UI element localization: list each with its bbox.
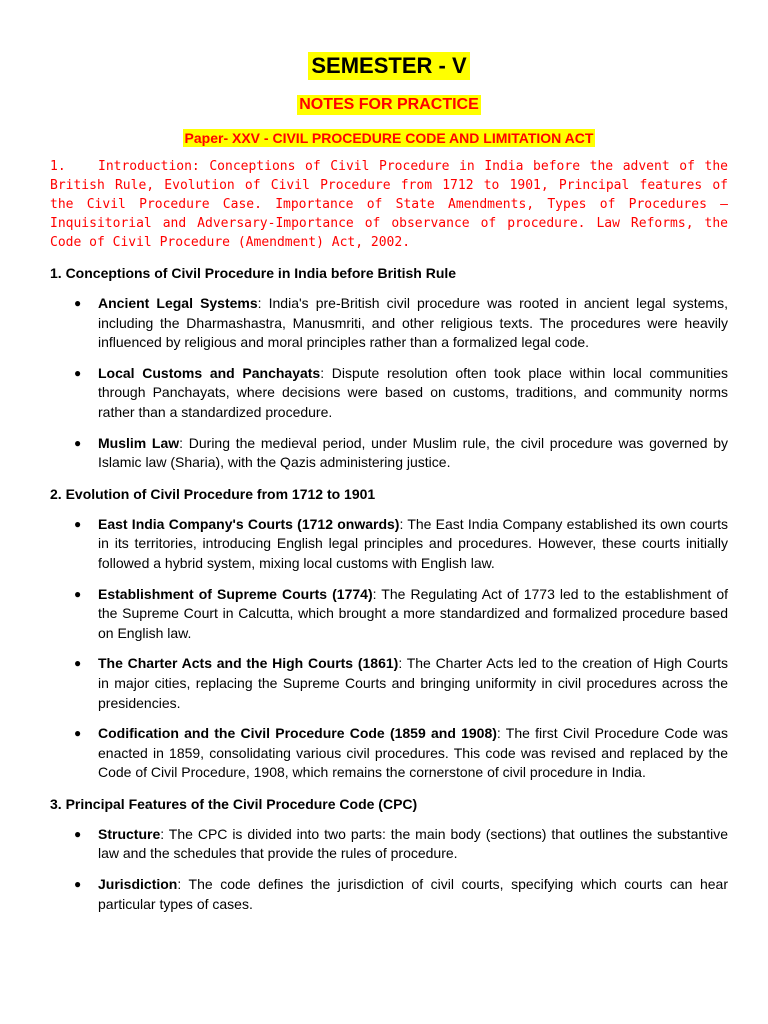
item-text: : The East India Company established its own courts in its territories, introducing English legal principles and procedures. However, these courts initially followed a hybrid system, mixing local customs with English law. <box>98 515 728 571</box>
bullet-icon: ● <box>74 656 82 671</box>
notes-subtitle: NOTES FOR PRACTICE <box>299 96 479 113</box>
bullet-list <box>50 515 728 783</box>
section-heading: 1. Conceptions of Civil Procedure in India before British Rule <box>50 265 457 281</box>
item-term: East India Company's Courts (1712 onwards) <box>98 515 400 532</box>
item-term: Structure <box>98 825 161 842</box>
item-term: Ancient Legal Systems <box>98 295 258 311</box>
list-item <box>50 434 728 473</box>
item-text: : The CPC is divided into two parts: the main body (sections) that outlines the substantive law and the schedules that provide the rules of procedure. <box>98 825 728 862</box>
item-term: Establishment of Supreme Courts (1774) <box>98 585 373 602</box>
list-item <box>50 654 728 713</box>
section-heading: 3. Principal Features of the Civil Procedure Code (CPC) <box>50 795 418 812</box>
section-heading: 2. Evolution of Civil Procedure from 1712 to 1901 <box>50 485 376 502</box>
item-term: Codification and the Civil Procedure Code (1859 and 1908) <box>98 725 497 742</box>
item-text: : The first Civil Procedure Code was enacted in 1859, consolidating various civil procedures. This code was revised and replaced by the Code of Civil Procedure, 1908, which remains the cornerstone of civil procedure in India. <box>98 725 728 781</box>
section-3 <box>50 795 728 914</box>
list-item <box>50 364 728 423</box>
bullet-icon: ● <box>74 296 82 310</box>
item-term: The Charter Acts and the High Courts (1861) <box>98 655 399 672</box>
section-1 <box>50 264 728 473</box>
paper-title: Paper- XXV - CIVIL PROCEDURE CODE AND LIMITATION ACT <box>184 130 594 146</box>
item-text: : The Regulating Act of 1773 led to the establishment of the Supreme Court in Calcutta, which brought a more standardized and formalized procedure based on English law. <box>98 585 728 641</box>
list-item <box>50 515 728 574</box>
bullet-list <box>50 294 728 473</box>
item-term: Jurisdiction <box>98 876 178 893</box>
bullet-icon: ● <box>74 826 82 841</box>
list-item <box>50 724 728 783</box>
item-text: : Dispute resolution often took place within local communities through Panchayats, where decisions were based on customs, traditions, and community norms rather than a standardized procedure. <box>98 364 728 420</box>
item-text: : During the medieval period, under Muslim rule, the civil procedure was governed by Islamic law (Sharia), with the Qazis administering justice. <box>98 434 728 471</box>
bullet-icon: ● <box>74 435 82 450</box>
document-page <box>50 52 728 914</box>
item-text: : India's pre-British civil procedure was rooted in ancient legal systems, including the Dharmashastra, Manusmriti, and other religious texts. The procedures were heavily influenced by religious and moral principles rather than a formalized legal code. <box>98 295 728 351</box>
bullet-icon: ● <box>74 516 82 531</box>
list-item <box>50 585 728 644</box>
title-block <box>50 52 728 147</box>
intro-paragraph <box>50 157 728 252</box>
semester-title: SEMESTER - V <box>308 52 469 80</box>
bullet-list <box>50 825 728 914</box>
intro-number: 1. <box>50 159 66 174</box>
item-term: Muslim Law <box>98 434 180 451</box>
item-term: Local Customs and Panchayats <box>98 364 321 381</box>
item-text: : The Charter Acts led to the creation of High Courts in major cities, replacing the Supreme Courts and bringing uniformity in civil procedures across the presidencies. <box>98 655 729 711</box>
bullet-icon: ● <box>74 365 82 380</box>
section-2 <box>50 485 728 783</box>
list-item <box>50 294 728 353</box>
list-item <box>50 825 728 864</box>
bullet-icon: ● <box>74 877 82 892</box>
list-item <box>50 875 728 914</box>
bullet-icon: ● <box>74 586 82 601</box>
intro-text: Introduction: Conceptions of Civil Procedure in India before the advent of the British Rule, Evolution of Civil Procedure from 1712 to 1901, Principal features of the Civil Procedure Case. Importance of State Amendments, Types of Procedures – Inquisitorial and Adversary-Importance of observance of procedure. Law Reforms, the Code of Civil Procedure (Amendment) Act, 2002. <box>50 159 728 250</box>
bullet-icon: ● <box>74 726 82 741</box>
item-text: : The code defines the jurisdiction of civil courts, specifying which courts can hear particular types of cases. <box>98 876 728 912</box>
